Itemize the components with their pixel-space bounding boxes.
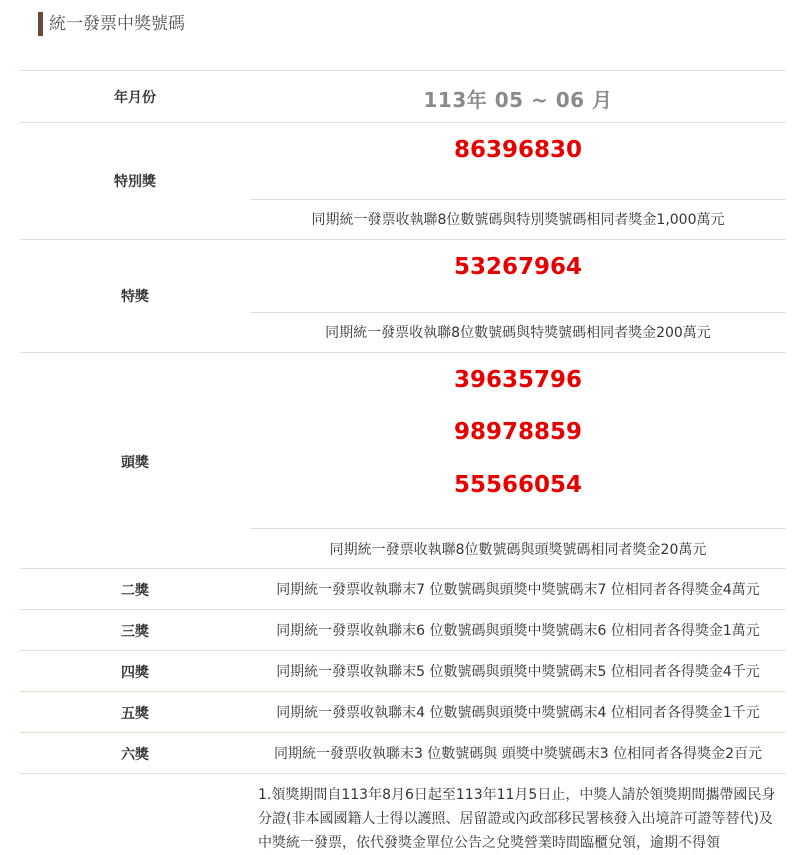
period-value: 113年 05 ~ 06 月	[423, 88, 613, 112]
grand-prize-row	[20, 240, 786, 353]
page-title: 統一發票中獎號碼	[38, 12, 185, 36]
second-prize-row	[20, 569, 786, 610]
fourth-prize-description: 同期統一發票收執聯末5 位數號碼與頭獎中獎號碼末5 位相同者各得獎金4千元	[276, 664, 760, 680]
first-prize-row	[20, 353, 786, 569]
special-prize-description: 同期統一發票收執聯8位數號碼與特別獎號碼相同者獎金1,000萬元	[311, 212, 725, 228]
claim-notes: 1.領獎期間自113年8月6日起至113年11月5日止，中獎人請於領獎期間攜帶國民身分證(非本國國籍人士得以護照、居留證或內政部移民署核發入出境許可證等替代)及中獎統一發票，依代發獎金單位公告之兌獎營業時間臨櫃兌領，逾期不得領	[258, 787, 776, 851]
third-prize-description: 同期統一發票收執聯末6 位數號碼與頭獎中獎號碼末6 位相同者各得獎金1萬元	[276, 623, 760, 639]
second-prize-description: 同期統一發票收執聯末7 位數號碼與頭獎中獎號碼末7 位相同者各得獎金4萬元	[276, 582, 760, 598]
grand-prize-description: 同期統一發票收執聯8位數號碼與特獎號碼相同者獎金200萬元	[325, 325, 711, 341]
fifth-prize-row	[20, 692, 786, 733]
divider	[250, 312, 786, 313]
divider	[250, 199, 786, 200]
sixth-prize-description: 同期統一發票收執聯末3 位數號碼與 頭獎中獎號碼末3 位相同者各得獎金2百元	[273, 746, 763, 762]
third-prize-row	[20, 610, 786, 651]
grand-prize-number: 53267964	[453, 254, 583, 280]
grand-prize-label: 特獎	[121, 289, 149, 305]
third-prize-label: 三獎	[121, 624, 149, 640]
special-prize-row	[20, 123, 786, 240]
special-prize-number: 86396830	[453, 137, 583, 163]
first-prize-description: 同期統一發票收執聯8位數號碼與頭獎號碼相同者獎金20萬元	[329, 542, 707, 558]
fifth-prize-description: 同期統一發票收執聯末4 位數號碼與頭獎中獎號碼末4 位相同者各得獎金1千元	[276, 705, 760, 721]
fourth-prize-label: 四獎	[121, 665, 149, 681]
divider	[250, 528, 786, 529]
first-prize-number-3: 55566054	[453, 472, 583, 498]
fifth-prize-label: 五獎	[121, 706, 149, 722]
sixth-prize-label: 六獎	[121, 747, 149, 763]
sixth-prize-row	[20, 733, 786, 774]
first-prize-number-2: 98978859	[453, 419, 583, 445]
period-row	[20, 70, 786, 123]
fourth-prize-row	[20, 651, 786, 692]
first-prize-number-1: 39635796	[453, 367, 583, 393]
first-prize-label: 頭獎	[121, 455, 149, 471]
special-prize-label: 特別獎	[114, 174, 156, 190]
period-label: 年月份	[114, 90, 156, 106]
second-prize-label: 二獎	[121, 583, 149, 599]
